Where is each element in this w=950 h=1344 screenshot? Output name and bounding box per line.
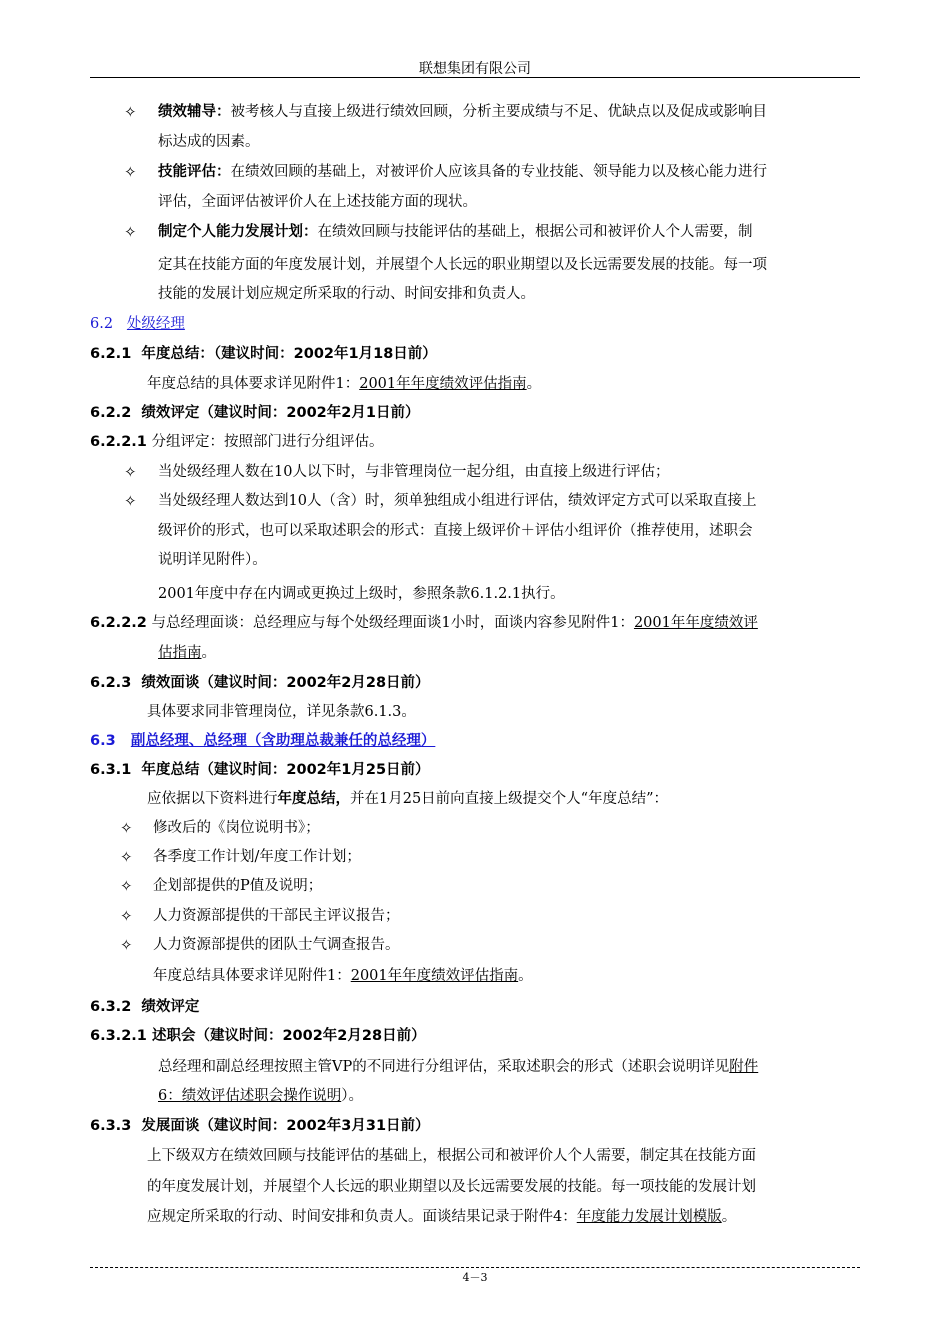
section-6-2-2-1: 6.2.2.1 分组评定：按照部门进行分组评估。 xyxy=(90,434,384,450)
section-6-3-heading[interactable]: 6.3 副总经理、总经理（含助理总裁兼任的总经理） xyxy=(90,733,436,749)
section-6-2-1-text: 年度总结的具体要求详见附件1：2001年年度绩效评估指南。 xyxy=(147,376,542,392)
page-header: 联想集团有限公司 xyxy=(419,61,531,77)
section-6-3-1-outro: 年度总结具体要求详见附件1：2001年年度绩效评估指南。 xyxy=(153,968,533,984)
guide-link[interactable]: 2001年年度绩效评估指南 xyxy=(350,968,519,984)
diamond-bullet-icon: ✧ xyxy=(120,907,133,925)
appendix-link[interactable]: 附件 xyxy=(729,1059,759,1075)
template-link[interactable]: 年度能力发展计划模版 xyxy=(576,1209,722,1225)
list-item: 人力资源部提供的团队士气调查报告。 xyxy=(153,937,400,953)
section-6-3-2-1-heading: 6.3.2.1 述职会（建议时间：2002年2月28日前） xyxy=(90,1028,426,1044)
section-6-3-3-heading: 6.3.3 发展面谈（建议时间：2002年3月31日前） xyxy=(90,1118,430,1134)
header-rule xyxy=(90,77,860,78)
bullet-development-plan: 制定个人能力发展计划：在绩效回顾与技能评估的基础上，根据公司和被评价人个人需要，制 xyxy=(158,224,753,240)
page-number: 4－3 xyxy=(462,1271,488,1284)
note-text: 2001年度中存在内调或更换过上级时，参照条款6.1.2.1执行。 xyxy=(158,586,565,602)
bullet-text-line: 评估，全面评估被评价人在上述技能方面的现状。 xyxy=(158,194,477,210)
guide-link[interactable]: 2001年年度绩效评 xyxy=(633,615,758,631)
bullet-text-line: 当处级经理人数在10人以下时，与非管理岗位一起分组，由直接上级进行评估； xyxy=(158,464,670,480)
diamond-bullet-icon: ✧ xyxy=(120,819,133,837)
guide-link[interactable]: 2001年年度绩效评估指南 xyxy=(359,376,527,392)
section-6-3-2-heading: 6.3.2 绩效评定 xyxy=(90,999,200,1015)
section-6-2-2-heading: 6.2.2 绩效评定（建议时间：2002年2月1日前） xyxy=(90,405,420,421)
bullet-text-line: 说明详见附件）。 xyxy=(158,552,267,568)
diamond-bullet-icon: ✧ xyxy=(120,877,133,895)
section-6-2-heading[interactable]: 6.2 处级经理 xyxy=(90,316,185,332)
diamond-bullet-icon: ✧ xyxy=(124,223,137,241)
diamond-bullet-icon: ✧ xyxy=(120,848,133,866)
diamond-bullet-icon: ✧ xyxy=(124,163,137,181)
appendix-link[interactable]: 6：绩效评估述职会操作说明 xyxy=(158,1088,342,1104)
footer-rule xyxy=(90,1267,860,1268)
section-6-3-2-1-cont: 6：绩效评估述职会操作说明）。 xyxy=(158,1088,363,1104)
section-6-3-3-text: 上下级双方在绩效回顾与技能评估的基础上，根据公司和被评价人个人需要，制定其在技能方面 xyxy=(147,1148,756,1164)
bullet-text-line: 定其在技能方面的年度发展计划，并展望个人长远的职业期望以及长远需要发展的技能。每一项 xyxy=(158,257,767,273)
diamond-bullet-icon: ✧ xyxy=(124,492,137,510)
section-6-3-1-heading: 6.3.1 年度总结（建议时间：2002年1月25日前） xyxy=(90,762,430,778)
section-6-2-1-heading: 6.2.1 年度总结：（建议时间：2002年1月18日前） xyxy=(90,346,437,362)
bullet-text-line: 标达成的因素。 xyxy=(158,134,260,150)
section-6-3-1-intro: 应依据以下资料进行年度总结，并在1月25日前向直接上级提交个人“年度总结”： xyxy=(147,791,668,807)
diamond-bullet-icon: ✧ xyxy=(120,936,133,954)
list-item: 企划部提供的P值及说明； xyxy=(153,878,323,894)
section-6-3-3-text: 的年度发展计划，并展望个人长远的职业期望以及长远需要发展的技能。每一项技能的发展计划 xyxy=(147,1179,756,1195)
section-6-3-2-1-text: 总经理和副总经理按照主管VP的不同进行分组评估，采取述职会的形式（述职会说明详见附件 xyxy=(158,1059,759,1075)
list-item: 修改后的《岗位说明书》； xyxy=(153,820,320,836)
section-6-2-3-heading: 6.2.3 绩效面谈（建议时间：2002年2月28日前） xyxy=(90,675,430,691)
guide-link[interactable]: 估指南 xyxy=(158,645,202,661)
list-item: 各季度工作计划/年度工作计划； xyxy=(153,849,361,865)
bullet-text-line: 当处级经理人数达到10人（含）时，须单独组成小组进行评估，绩效评定方式可以采取直接上 xyxy=(158,493,757,509)
diamond-bullet-icon: ✧ xyxy=(124,103,137,121)
section-6-3-3-text: 应规定所采取的行动、时间安排和负责人。面谈结果记录于附件4：年度能力发展计划模版。 xyxy=(147,1209,737,1225)
list-item: 人力资源部提供的干部民主评议报告； xyxy=(153,908,400,924)
section-6-2-2-2-cont: 估指南。 xyxy=(158,645,216,661)
bullet-skill-assessment: 技能评估：在绩效回顾的基础上，对被评价人应该具备的专业技能、领导能力以及核心能力进行 xyxy=(158,164,767,180)
bullet-text-line: 级评价的形式，也可以采取述职会的形式：直接上级评价＋评估小组评价（推荐使用，述职会 xyxy=(158,523,753,539)
section-6-2-2-2: 6.2.2.2 与总经理面谈：总经理应与每个处级经理面谈1小时，面谈内容参见附件1：2001年年度绩效评 xyxy=(90,615,758,631)
bullet-performance-coaching: 绩效辅导：被考核人与直接上级进行绩效回顾，分析主要成绩与不足、优缺点以及促成或影响目 xyxy=(158,104,767,120)
bullet-text-line: 技能的发展计划应规定所采取的行动、时间安排和负责人。 xyxy=(158,286,535,302)
diamond-bullet-icon: ✧ xyxy=(124,463,137,481)
section-6-2-3-text: 具体要求同非管理岗位，详见条款6.1.3。 xyxy=(147,704,416,720)
